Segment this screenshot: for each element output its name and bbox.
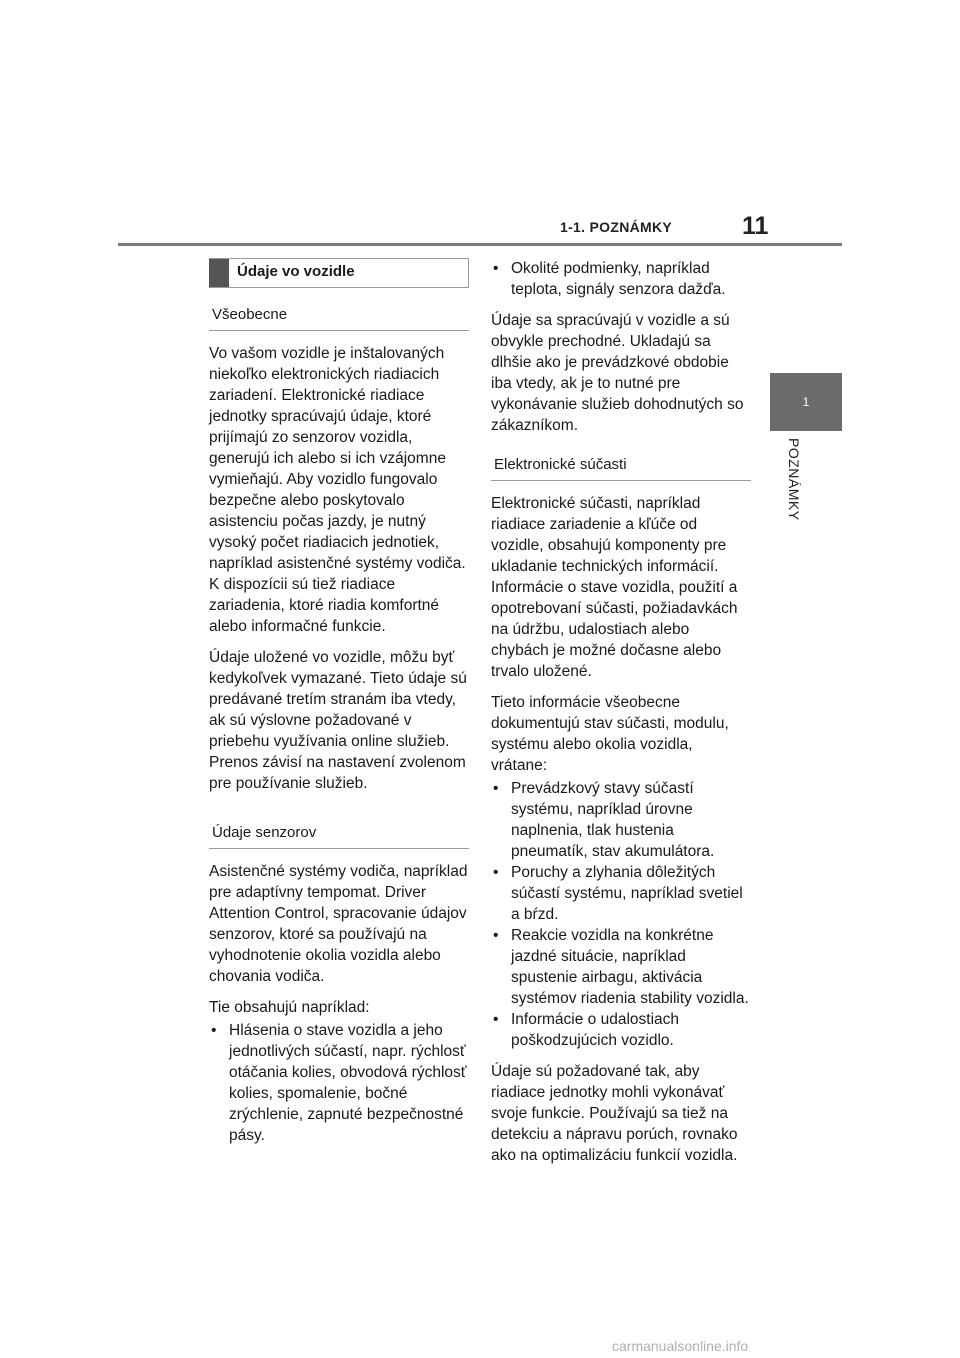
subheading-general: Všeobecne (209, 306, 469, 331)
page-number: 11 (742, 212, 769, 240)
chapter-tab[interactable]: 1 (770, 373, 842, 431)
bullet-list (491, 258, 751, 300)
subheading-electronic-parts: Elektronické súčasti (491, 456, 751, 481)
list-item-text: Okolité podmienky, napríklad teplota, signály senzora dažďa. (511, 260, 726, 298)
list-item-text: Poruchy a zlyhania dôležitých súčastí systému, napríklad svetiel a bŕzd. (511, 864, 743, 923)
section-title-box (209, 258, 469, 288)
watermark: carmanualsonline.info (612, 1338, 749, 1354)
list-item-text: Prevádzkový stavy súčastí systému, napríklad úrovne naplnenia, tlak hustenia pneumatík, stav akumulátora. (511, 780, 715, 860)
list-item: • Prevádzkový stavy súčastí systému, napríklad úrovne naplnenia, tlak hustenia pneumatík, stav akumulátora. (493, 780, 715, 860)
list-item-text: Reakcie vozidla na konkrétne jazdné situácie, napríklad spustenie airbagu, aktivácia systémov riadenia stability vozidla. (511, 927, 749, 1007)
section-title: Údaje vo vozidle (237, 263, 355, 280)
paragraph: Asistenčné systémy vodiča, napríklad pre adaptívny tempomat. Driver Attention Control, spracovanie údajov senzorov, ktoré sa používajú na vyhodnotenie okolia vozidla alebo chovania vodiča. (209, 863, 468, 985)
section-header: 1-1. POZNÁMKY (560, 219, 673, 235)
bullet-list (209, 1020, 469, 1146)
paragraph: Tieto informácie všeobecne dokumentujú stav súčasti, modulu, systému alebo okolia vozidla, vrátane: (491, 694, 729, 774)
list-item: • Informácie o udalostiach poškodzujúcich vozidlo. (493, 1011, 680, 1049)
list-item-text: Hlásenia o stave vozidla a jeho jednotlivých súčastí, napr. rýchlosť otáčania kolies, obvodová rýchlosť kolies, spomalenie, bočné zrýchlenie, zapnuté bezpečnostné pásy. (229, 1022, 467, 1144)
paragraph: Údaje sú požadované tak, aby riadiace jednotky mohli vykonávať svoje funkcie. Používajú sa tiež na detekciu a nápravu porúch, rovnako ako na optimalizáciu funkcií vozidla. (491, 1063, 738, 1164)
paragraph: Vo vašom vozidle je inštalovaných niekoľko elektronických riadiacich zariadení. Elektronické riadiace jednotky spracúvajú údaje, ktoré prijímajú zo senzorov vozidla, generujú ich alebo si ich vzájomne vymieňajú. Aby vozidlo fungovalo bezpečne alebo poskytovalo asistenciu počas jazdy, je nutný vysoký počet riadiacich jednotiek, napríklad asistenčné systémy vodiča. K dispozícii sú tiež riadiace zariadenia, ktoré riadia komfortné alebo informačné funkcie. (209, 345, 466, 635)
paragraph: Tie obsahujú napríklad: (209, 999, 370, 1016)
list-item: • Poruchy a zlyhania dôležitých súčastí systému, napríklad svetiel a bŕzd. (493, 864, 743, 923)
left-column (209, 258, 469, 1156)
section-title-marker (209, 259, 229, 287)
bullet-list (491, 778, 751, 1051)
header-divider (118, 243, 842, 246)
paragraph: Elektronické súčasti, napríklad riadiace zariadenie a kľúče od vozidle, obsahujú komponenty pre ukladanie technických informácií. Informácie o stave vozidla, použití a opotrebovaní súčasti, požiadavkách na údržbu, udalostiach alebo chybách je možné dočasne alebo trvalo uložené. (491, 495, 738, 680)
list-item: • Reakcie vozidla na konkrétne jazdné situácie, napríklad spustenie airbagu, aktivácia systémov riadenia stability vozidla. (493, 927, 749, 1007)
paragraph: Údaje uložené vo vozidle, môžu byť kedykoľvek vymazané. Tieto údaje sú predávané tretím stranám iba vtedy, ak sú výslovne požadované v priebehu využívania online služieb. Prenos závisí na nastavení zvolenom pre používanie služieb. (209, 649, 467, 792)
chapter-tab-label: POZNÁMKY (786, 438, 802, 521)
list-item: • Hlásenia o stave vozidla a jeho jednotlivých súčastí, napr. rýchlosť otáčania kolies, obvodová rýchlosť kolies, spomalenie, bočné zrýchlenie, zapnuté bezpečnostné pásy. (211, 1022, 467, 1144)
list-item-text: Informácie o udalostiach poškodzujúcich vozidlo. (511, 1011, 680, 1049)
subheading-sensor-data: Údaje senzorov (209, 824, 469, 849)
paragraph: Údaje sa spracúvajú v vozidle a sú obvykle prechodné. Ukladajú sa dlhšie ako je prevádzkové obdobie iba vtedy, ak je to nutné pre vykonávanie služieb dohodnutých so zákazníkom. (491, 312, 744, 434)
right-column (491, 258, 751, 1176)
list-item: • Okolité podmienky, napríklad teplota, signály senzora dažďa. (493, 260, 726, 298)
